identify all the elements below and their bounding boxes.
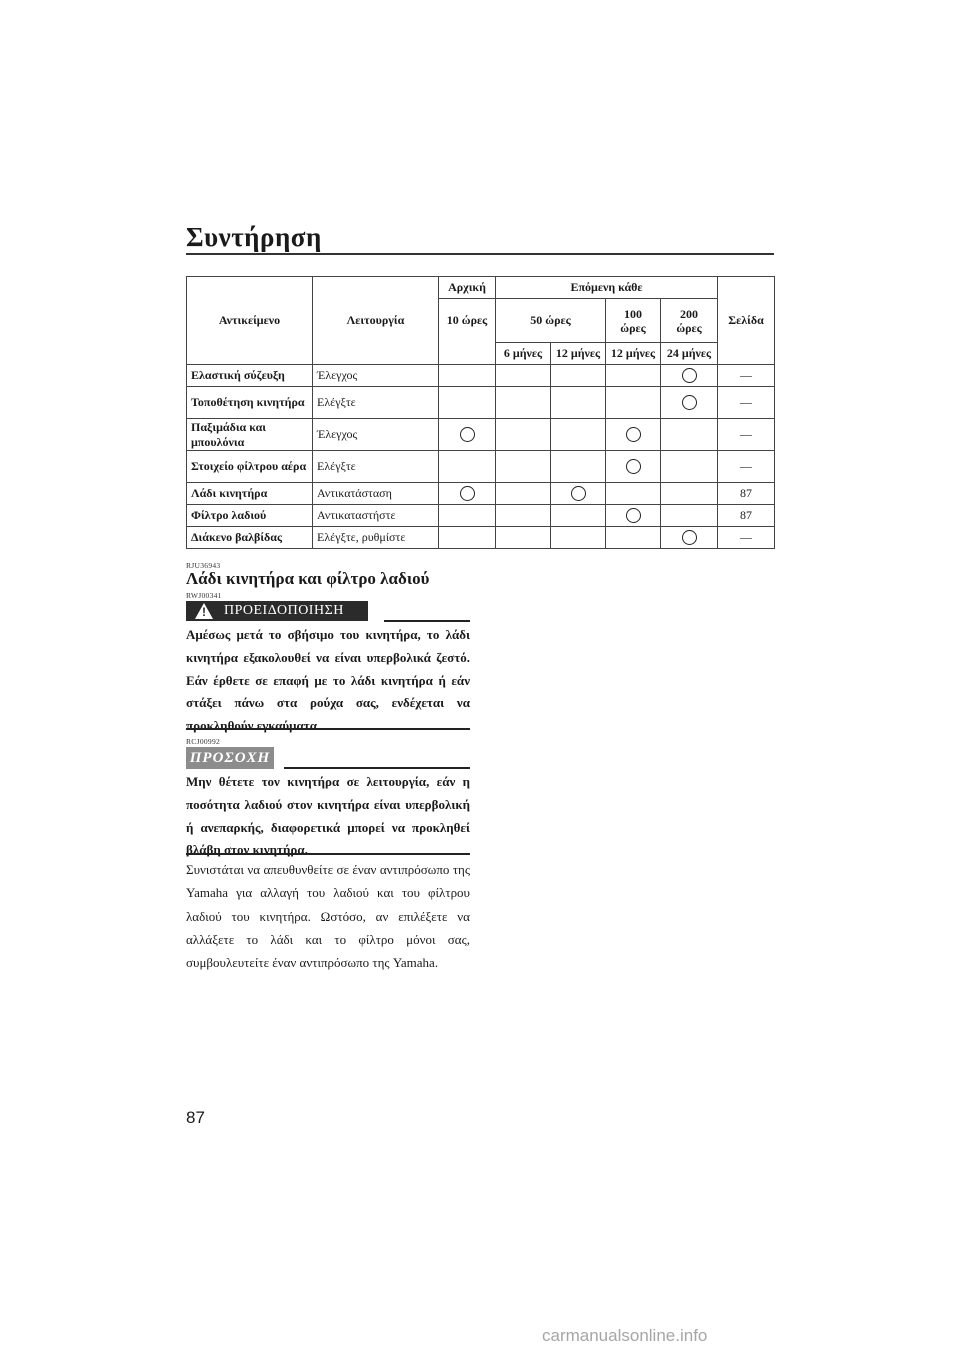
interval-cell: [551, 387, 606, 419]
interval-cell: [551, 483, 606, 505]
interval-cell: [496, 527, 551, 549]
interval-cell: [661, 365, 718, 387]
maintenance-table: [186, 276, 775, 549]
warning-text: Αμέσως μετά το σβήσιμο του κινητήρα, το λάδι κινητήρα εξακολουθεί να είναι υπερβολικά ζεστό. Εάν έρθετε σε επαφή με το λάδι κινητήρα ή εάν στάξει πάνω στα ρούχα σας, ενδέχεται να προκληθούν εγκαύματα.: [186, 627, 470, 734]
caution-code: RCJ00992: [186, 737, 221, 746]
page-title: Συντήρηση: [186, 222, 322, 252]
interval-cell: [439, 387, 496, 419]
watermark: carmanualsonline.info: [542, 1326, 708, 1345]
circle-mark-icon: [682, 395, 697, 410]
circle-mark-icon: [460, 486, 475, 501]
interval-cell: [606, 419, 661, 451]
circle-mark-icon: [460, 427, 475, 442]
table-row: [187, 527, 775, 549]
interval-cell: [551, 451, 606, 483]
header-10h: 10 ώρες: [439, 299, 496, 365]
interval-cell: [496, 451, 551, 483]
interval-cell: [661, 527, 718, 549]
circle-mark-icon: [571, 486, 586, 501]
interval-cell: [661, 505, 718, 527]
interval-cell: [439, 365, 496, 387]
action-cell: Ελέγξτε: [313, 387, 439, 419]
page-cell: 87: [718, 505, 775, 527]
table-row: [187, 483, 775, 505]
caution-bottom-rule: [186, 853, 470, 855]
body-paragraph: Συνιστάται να απευθυνθείτε σε έναν αντιπρόσωπο της Yamaha για αλλαγή του λαδιού και του φίλτρου λαδιού του κινητήρα. Ωστόσο, αν επιλέξετε να αλλάξετε το λάδι και το φίλτρο μόνοι σας, συμβουλευτείτε έναν αντιπρόσωπο της Yamaha.: [186, 862, 470, 971]
circle-mark-icon: [682, 368, 697, 383]
interval-cell: [606, 483, 661, 505]
circle-mark-icon: [682, 530, 697, 545]
warning-code: RWJ00341: [186, 591, 222, 600]
page-cell: —: [718, 451, 775, 483]
caution-rule: [284, 767, 470, 769]
item-cell: Ελαστική σύζευξη: [187, 365, 313, 387]
interval-cell: [496, 419, 551, 451]
caution-badge: ΠΡΟΣΟΧΗ: [186, 747, 274, 769]
header-every: Επόμενη κάθε: [496, 277, 718, 299]
page-cell: —: [718, 419, 775, 451]
table-row: [187, 387, 775, 419]
warning-label: ΠΡΟΕΙΔΟΠΟΙΗΣΗ: [224, 603, 344, 618]
interval-cell: [439, 483, 496, 505]
header-6m: 6 μήνες: [496, 343, 551, 365]
header-initial: Αρχική: [439, 277, 496, 299]
item-cell: Φίλτρο λαδιού: [187, 505, 313, 527]
interval-cell: [439, 527, 496, 549]
interval-cell: [439, 505, 496, 527]
interval-cell: [551, 419, 606, 451]
action-cell: Έλεγχος: [313, 419, 439, 451]
action-cell: Αντικαταστήστε: [313, 505, 439, 527]
warning-rule: [384, 620, 470, 622]
interval-cell: [496, 387, 551, 419]
header-12m: 12 μήνες: [606, 343, 661, 365]
section-code: RJU36943: [186, 561, 221, 570]
interval-cell: [551, 505, 606, 527]
action-cell: Ελέγξτε, ρυθμίστε: [313, 527, 439, 549]
interval-cell: [606, 365, 661, 387]
interval-cell: [606, 505, 661, 527]
header-200h: 200 ώρες: [661, 299, 718, 343]
interval-cell: [661, 483, 718, 505]
interval-cell: [661, 419, 718, 451]
warning-bottom-rule: [186, 728, 470, 730]
circle-mark-icon: [626, 427, 641, 442]
table-row: [187, 419, 775, 451]
header-24m: 24 μήνες: [661, 343, 718, 365]
section-title: Λάδι κινητήρα και φίλτρο λαδιού: [186, 569, 430, 588]
interval-cell: [661, 387, 718, 419]
action-cell: Έλεγχος: [313, 365, 439, 387]
item-cell: Διάκενο βαλβίδας: [187, 527, 313, 549]
table-row: [187, 451, 775, 483]
warning-badge: ! ΠΡΟΕΙΔΟΠΟΙΗΣΗ: [186, 601, 368, 621]
header-100h: 100 ώρες: [606, 299, 661, 343]
header-item: Αντικείμενο: [187, 277, 313, 365]
interval-cell: [606, 387, 661, 419]
interval-cell: [496, 365, 551, 387]
item-cell: Στοιχείο φίλτρου αέρα: [187, 451, 313, 483]
interval-cell: [439, 451, 496, 483]
header-12m: 12 μήνες: [551, 343, 606, 365]
table-row: [187, 505, 775, 527]
title-rule: [186, 253, 774, 255]
header-page: Σελίδα: [718, 277, 775, 365]
header-50h: 50 ώρες: [496, 299, 606, 343]
header-action: Λειτουργία: [313, 277, 439, 365]
interval-cell: [551, 527, 606, 549]
page-cell: 87: [718, 483, 775, 505]
page-cell: —: [718, 527, 775, 549]
page-number: 87: [186, 1108, 205, 1127]
interval-cell: [439, 419, 496, 451]
table-row: [187, 365, 775, 387]
interval-cell: [496, 505, 551, 527]
circle-mark-icon: [626, 459, 641, 474]
caution-text: Μην θέτετε τον κινητήρα σε λειτουργία, εάν η ποσότητα λαδιού στον κινητήρα είναι υπερβολική ή ανεπαρκής, διαφορετικά μπορεί να προκληθεί βλάβη στον κινητήρα.: [186, 774, 470, 858]
interval-cell: [606, 451, 661, 483]
page-cell: —: [718, 365, 775, 387]
action-cell: Αντικατάσταση: [313, 483, 439, 505]
interval-cell: [606, 527, 661, 549]
page-cell: —: [718, 387, 775, 419]
action-cell: Ελέγξτε: [313, 451, 439, 483]
interval-cell: [496, 483, 551, 505]
item-cell: Λάδι κινητήρα: [187, 483, 313, 505]
item-cell: Παξιμάδια και μπουλόνια: [187, 419, 313, 451]
circle-mark-icon: [626, 508, 641, 523]
interval-cell: [551, 365, 606, 387]
item-cell: Τοποθέτηση κινητήρα: [187, 387, 313, 419]
interval-cell: [661, 451, 718, 483]
